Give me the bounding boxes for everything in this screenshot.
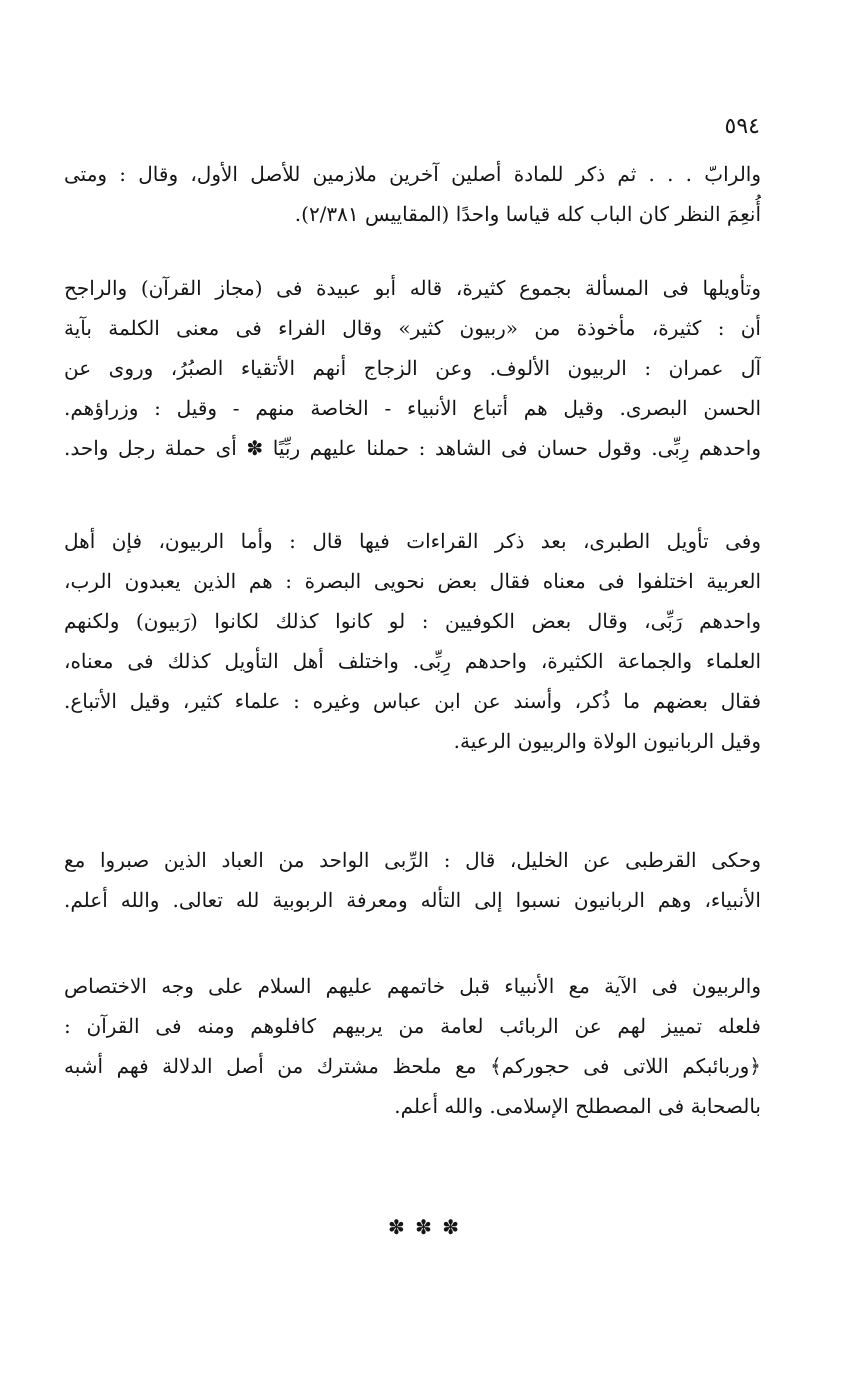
text-line: وقيل الربانيون الولاة والربيون الرعية. xyxy=(453,729,761,753)
paragraph-4 xyxy=(64,840,761,920)
text-line: الحسن البصرى. وقيل هم أتباع الأنبياء - الخاصة منهم - وقيل : وزراؤهم. xyxy=(64,396,761,420)
text-line: فلعله تمييز لهم عن الربائب لعامة من يربيهم كافلوهم ومنه فى القرآن : xyxy=(64,1014,761,1038)
text-line: وحكى القرطبى عن الخليل، قال : الرِّبى الواحد من العباد الذين صبروا مع xyxy=(64,848,761,872)
page-number: ٥٩٤ xyxy=(724,114,760,139)
paragraph-5 xyxy=(64,966,761,1126)
text-line: الأنبياء، وهم الربانيون نسبوا إلى التأله ومعرفة الربوبية لله تعالى. والله أعلم. xyxy=(64,888,761,912)
text-line: وفى تأويل الطبرى، بعد ذكر القراءات فيها قال : وأما الربيون، فإن أهل xyxy=(64,529,761,553)
text-line: أُنعِمَ النظر كان الباب كله قياسا واحدًا (المقاييس ٢/٣٨١). xyxy=(294,202,761,226)
paragraph-3 xyxy=(64,521,761,761)
text-line: والربيون فى الآية مع الأنبياء قبل خاتمهم عليهم السلام على وجه الاختصاص xyxy=(64,974,761,998)
text-line: واحدهم رَبِّى، وقال بعض الكوفيين : لو كانوا كذلك لكانوا (رَبيون) ولكنهم xyxy=(64,609,761,633)
paragraph-1 xyxy=(64,154,761,234)
text-line: والرابّ . . . ثم ذكر للمادة أصلين آخرين ملازمين للأصل الأول، وقال : ومتى xyxy=(64,162,761,186)
section-separator: ✽ ✽ ✽ xyxy=(388,1215,461,1239)
text-line: وتأويلها فى المسألة بجموع كثيرة، قاله أبو عبيدة فى (مجاز القرآن) والراجح xyxy=(64,276,761,300)
text-line: آل عمران : الربيون الألوف. وعن الزجاج أنهم الأتقياء الصبُرُ، وروى عن xyxy=(64,356,761,380)
text-line: أن : كثيرة، مأخوذة من «ربيون كثير» وقال الفراء فى معنى الكلمة بآية xyxy=(64,316,761,340)
text-line: فقال بعضهم ما ذُكر، وأسند عن ابن عباس وغيره : علماء كثير، وقيل الأتباع. xyxy=(64,689,761,713)
text-line: ﴿وربائبكم اللاتى فى حجوركم﴾ مع ملحظ مشترك من أصل الدلالة فهم أشبه xyxy=(64,1054,761,1078)
text-line: العربية اختلفوا فى معناه فقال بعض نحويى البصرة : هم الذين يعبدون الرب، xyxy=(64,569,761,593)
text-line: بالصحابة فى المصطلح الإسلامى. والله أعلم. xyxy=(394,1094,761,1118)
text-line: العلماء والجماعة الكثيرة، واحدهم رِبِّى. واختلف أهل التأويل كذلك فى معناه، xyxy=(64,649,761,673)
paragraph-2 xyxy=(64,268,761,468)
text-line: واحدهم رِبِّى. وقول حسان فى الشاهد : حملنا عليهم ربِّيًا ✽ أى حملة رجل واحد. xyxy=(64,436,761,460)
